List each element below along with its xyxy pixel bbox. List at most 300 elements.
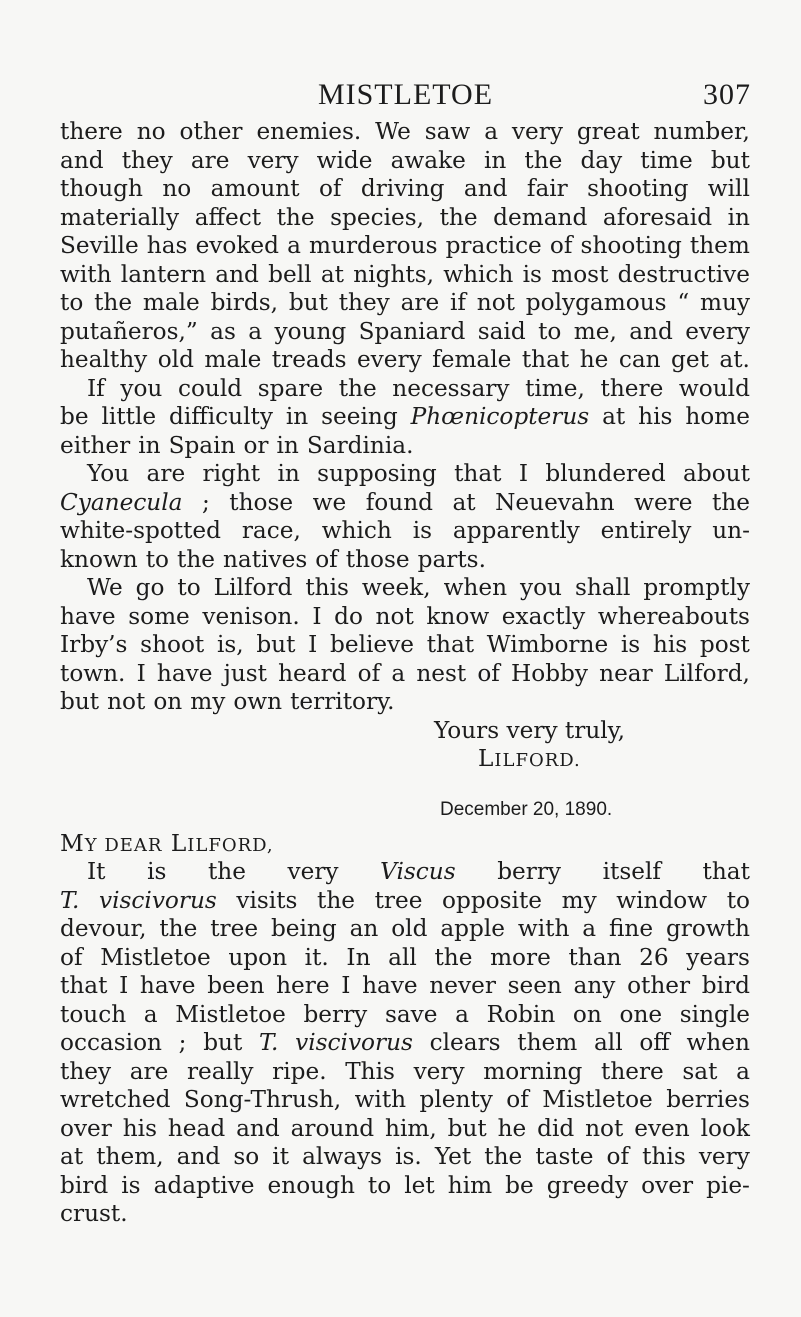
word: bell — [268, 260, 312, 288]
word: young — [274, 317, 347, 345]
word: of — [318, 175, 342, 202]
word: them — [689, 232, 750, 259]
word: nest — [416, 659, 467, 687]
word: at — [602, 403, 626, 430]
word: necessary — [392, 374, 510, 402]
word: of — [357, 659, 381, 687]
word: the — [484, 1143, 523, 1170]
word: a — [391, 659, 406, 687]
word: but — [288, 289, 328, 316]
word: enough — [267, 1171, 355, 1199]
word: viscivorus — [295, 1029, 413, 1056]
word: window — [616, 886, 708, 914]
text-line — [60, 1200, 750, 1229]
text-line — [60, 1029, 750, 1058]
word: if — [449, 289, 466, 316]
word: in — [138, 431, 161, 459]
word: it. — [304, 943, 329, 971]
text-line — [60, 432, 750, 461]
text-line — [60, 1143, 750, 1172]
body-text — [60, 118, 750, 1229]
text-line — [60, 232, 750, 261]
text-line — [60, 631, 750, 660]
word: white-spotted — [60, 517, 221, 544]
word: You — [87, 460, 130, 487]
text-line — [60, 915, 750, 944]
word: spare — [257, 374, 324, 402]
salutation-rest-1: Y DEAR — [84, 834, 163, 856]
word: destructive — [617, 260, 750, 288]
word: murderous — [309, 232, 438, 259]
text-line — [60, 887, 750, 916]
word: his — [652, 631, 688, 658]
word: the — [94, 289, 133, 316]
running-title: MISTLETOE — [317, 78, 494, 111]
word: some — [128, 602, 190, 630]
word: though — [60, 175, 143, 202]
text-line — [60, 688, 750, 717]
word: is — [121, 1171, 141, 1199]
word: a — [484, 118, 499, 145]
word: know — [426, 602, 490, 630]
word: greedy — [546, 1171, 629, 1199]
word: healthy — [60, 346, 148, 373]
word: them — [517, 1029, 578, 1056]
word: Spaniard — [358, 317, 466, 345]
word: Lilford, — [663, 659, 750, 687]
word: evoked — [195, 232, 279, 259]
word: a — [582, 915, 597, 942]
word: polygamous — [525, 289, 667, 316]
word: parts. — [417, 545, 486, 573]
word: this — [642, 1143, 686, 1170]
word: opposite — [442, 886, 542, 914]
word: pie- — [706, 1171, 750, 1199]
word: ripe. — [272, 1057, 327, 1085]
word: could — [177, 374, 243, 402]
word: shooting — [580, 232, 682, 259]
text-line — [60, 1172, 750, 1201]
word: believe — [330, 631, 414, 658]
word: own — [233, 688, 283, 715]
word: awake — [390, 146, 466, 174]
word: birds, — [210, 289, 279, 316]
word: bird — [60, 1171, 109, 1199]
word: are — [146, 460, 186, 487]
word: ; — [178, 1029, 187, 1056]
word: very — [698, 1143, 750, 1170]
word: look — [700, 1114, 750, 1142]
word: on — [153, 688, 183, 715]
word: wretched — [60, 1086, 171, 1113]
word: and — [60, 146, 104, 174]
word: off — [639, 1029, 670, 1056]
word: wide — [316, 146, 373, 174]
word: a — [455, 1000, 469, 1028]
word: very — [247, 146, 299, 174]
text-line — [60, 318, 750, 347]
word: he — [579, 346, 609, 373]
word: visits — [236, 886, 298, 914]
word: Mistletoe — [100, 943, 211, 971]
word: If — [87, 374, 105, 402]
salutation-initial-1: M — [60, 829, 85, 857]
word: with — [60, 260, 112, 288]
word: around — [290, 1114, 375, 1142]
word: berry — [497, 858, 562, 885]
word: to — [60, 289, 84, 316]
word: exactly — [501, 602, 586, 630]
word: in — [727, 203, 750, 231]
word: old — [391, 915, 428, 942]
word: sat — [682, 1057, 718, 1085]
word: have — [60, 602, 116, 630]
word: a — [287, 232, 301, 259]
word: which — [321, 517, 392, 544]
text-line — [60, 346, 750, 375]
word: other — [179, 118, 243, 145]
word: Spain — [168, 431, 236, 459]
word: of — [60, 943, 83, 971]
word: they — [60, 1057, 112, 1085]
word: or — [243, 431, 269, 459]
text-line — [60, 403, 750, 432]
word: there — [600, 374, 664, 402]
word: male — [142, 289, 200, 316]
word: are — [129, 1057, 169, 1085]
word: muy — [699, 289, 750, 316]
word: adaptive — [153, 1171, 255, 1199]
word: Song-Thrush, — [183, 1086, 342, 1113]
word: Sardinia. — [306, 431, 414, 459]
word: time — [640, 146, 693, 174]
word: species, — [330, 203, 425, 231]
word: be — [505, 1171, 534, 1199]
word: here — [276, 972, 330, 999]
letter-salutation — [60, 830, 750, 859]
word: driving — [360, 175, 445, 202]
word: that — [702, 858, 750, 885]
word: my — [561, 886, 597, 914]
text-line — [60, 375, 750, 404]
word: supposing — [317, 460, 437, 487]
word: any — [573, 972, 616, 999]
word: very — [413, 1057, 465, 1085]
word: occasion — [60, 1029, 162, 1056]
word: natives — [223, 545, 308, 573]
word: whereabouts — [597, 602, 750, 630]
word: he — [497, 1114, 527, 1142]
word: him — [447, 1171, 493, 1199]
word: shooting — [587, 175, 689, 202]
word: at — [60, 1143, 84, 1170]
word: is, — [216, 631, 244, 658]
word: known — [60, 545, 138, 573]
word: very — [287, 858, 339, 885]
word: and — [236, 1114, 280, 1142]
word: do — [334, 602, 363, 630]
word: never — [429, 972, 496, 999]
word: that — [454, 460, 502, 487]
word: Neuevahn — [495, 488, 615, 516]
word: aforesaid — [602, 203, 713, 231]
word: berries — [666, 1086, 750, 1113]
word: Seville — [60, 232, 139, 259]
text-line — [60, 118, 750, 147]
word: the — [177, 545, 215, 573]
text-line — [60, 1115, 750, 1144]
word: affect — [194, 203, 262, 231]
text-line — [60, 289, 750, 318]
word: very — [511, 118, 563, 145]
word: touch — [60, 1000, 127, 1028]
word: apple — [440, 915, 505, 942]
word: and — [215, 260, 259, 288]
word: not — [585, 1114, 624, 1142]
word: tree — [210, 915, 259, 942]
word: when — [443, 574, 508, 601]
word: over — [60, 1114, 112, 1142]
text-line — [60, 175, 750, 204]
text-line — [60, 489, 750, 518]
word: upon — [228, 943, 288, 971]
letter-2-body — [60, 858, 750, 1229]
word: is — [147, 858, 167, 885]
word: right — [202, 460, 261, 487]
word: every — [356, 346, 422, 373]
word: T. — [259, 1029, 279, 1056]
word: either — [60, 431, 131, 459]
word: Irby’s — [60, 631, 128, 658]
word: to — [177, 574, 201, 601]
word: Phœnicopterus — [410, 403, 590, 430]
word: of — [606, 1143, 630, 1170]
word: but — [60, 688, 100, 715]
word: the — [276, 203, 315, 231]
word: every — [685, 317, 750, 345]
word: in — [483, 146, 507, 174]
signature-rest: ILFORD. — [494, 750, 581, 771]
word: taste — [535, 1143, 594, 1170]
word: go — [135, 574, 165, 601]
word: to — [145, 545, 170, 573]
word: of — [477, 659, 500, 687]
word: at — [452, 488, 476, 516]
word: old — [157, 346, 194, 373]
word: shall — [574, 574, 631, 601]
word: ; — [201, 488, 210, 516]
text-line — [60, 147, 750, 176]
word: Robin — [486, 1000, 556, 1028]
word: when — [686, 1029, 750, 1056]
word: practice — [445, 232, 542, 259]
word: venison. — [202, 602, 300, 630]
word: of — [315, 545, 338, 573]
signature-initial: L — [478, 745, 495, 772]
word: a — [143, 1000, 158, 1028]
word: but — [256, 631, 296, 658]
word: with — [354, 1086, 407, 1113]
word: demand — [493, 203, 588, 231]
word: near — [599, 659, 653, 687]
word: devour, — [60, 915, 147, 942]
word: I — [119, 972, 129, 999]
word: be — [60, 403, 89, 430]
word: at — [320, 260, 344, 288]
word: clears — [429, 1029, 501, 1056]
word: you — [120, 374, 163, 402]
word: me, — [573, 317, 617, 345]
text-line — [60, 204, 750, 233]
page-header — [60, 78, 751, 112]
word: my — [190, 688, 226, 715]
word: is. — [395, 1143, 422, 1170]
word: seen — [507, 972, 562, 999]
word: and — [463, 175, 508, 202]
word: We — [375, 118, 411, 145]
word: promptly — [643, 574, 750, 601]
word: single — [679, 1000, 750, 1028]
text-line — [60, 574, 750, 603]
salutation-rest-2: ILFORD, — [187, 834, 274, 856]
word: This — [345, 1057, 395, 1085]
word: a — [248, 317, 263, 345]
word: crust. — [60, 1200, 128, 1227]
word: all — [388, 943, 417, 971]
word: tree — [374, 886, 423, 914]
word: those — [229, 488, 294, 516]
word: entirely — [600, 517, 692, 544]
word: the — [207, 858, 246, 885]
word: a — [736, 1057, 750, 1085]
word: no — [136, 118, 166, 145]
word: Lilford — [213, 574, 293, 601]
word: they — [338, 289, 390, 316]
word: male — [204, 346, 262, 373]
word: home — [685, 403, 750, 430]
word: post — [699, 631, 750, 658]
word: is — [620, 631, 641, 658]
word: I — [312, 602, 322, 630]
word: We — [87, 574, 123, 601]
word: years — [686, 943, 750, 971]
word: materially — [60, 203, 180, 231]
word: Cyanecula — [60, 488, 183, 516]
word: not — [476, 289, 515, 316]
word: the — [712, 488, 750, 516]
word: I — [341, 972, 351, 999]
word: them, — [96, 1143, 164, 1170]
word: this — [305, 574, 349, 601]
word: is — [412, 517, 433, 544]
word: really — [186, 1057, 254, 1085]
letter-closing: Yours very truly, — [434, 716, 626, 744]
word: I — [308, 631, 318, 658]
word: treads — [271, 346, 347, 373]
word: Wimborne — [486, 631, 609, 658]
word: other — [627, 972, 691, 999]
text-line — [60, 1058, 750, 1087]
word: I — [136, 659, 146, 687]
word: we — [312, 488, 347, 516]
text-line — [60, 1086, 750, 1115]
word: to — [538, 317, 562, 345]
word: territory. — [290, 688, 395, 715]
word: it — [272, 1143, 290, 1170]
word: an — [349, 915, 379, 942]
word: with — [517, 915, 570, 942]
word: can — [618, 346, 661, 373]
word: have — [362, 972, 418, 999]
word: were — [634, 488, 693, 516]
word: so — [233, 1143, 260, 1170]
word: town. — [60, 659, 126, 687]
word: day — [580, 146, 623, 174]
word: has — [146, 232, 188, 259]
word: lantern — [120, 260, 207, 288]
word: growth — [665, 915, 750, 942]
word: heard — [278, 659, 347, 687]
word: “ — [677, 289, 690, 316]
word: of — [549, 232, 573, 259]
word: one — [619, 1000, 663, 1028]
text-line — [60, 460, 750, 489]
word: bird — [701, 972, 750, 999]
word: T. — [60, 886, 80, 914]
word: even — [634, 1114, 690, 1142]
word: to — [726, 886, 750, 914]
word: little — [101, 403, 157, 430]
word: have — [139, 972, 196, 999]
letter-signature — [60, 745, 750, 774]
word: saw — [424, 118, 471, 145]
word: which — [443, 260, 514, 288]
word: all — [593, 1029, 623, 1056]
word: said — [477, 317, 526, 345]
word: would — [678, 374, 750, 402]
word: are — [400, 289, 440, 316]
word: and — [629, 317, 673, 345]
word: difficulty — [169, 403, 273, 430]
word: the — [434, 943, 473, 971]
word: the — [338, 374, 377, 402]
word: the — [439, 203, 478, 231]
word: been — [207, 972, 265, 999]
word: at. — [719, 346, 750, 373]
word: just — [223, 659, 267, 687]
word: in — [285, 403, 309, 430]
word: number, — [653, 118, 750, 145]
word: berry — [303, 1000, 368, 1028]
word: time, — [525, 374, 585, 402]
salutation-initial-2: L — [170, 829, 188, 857]
word: viscivorus — [99, 886, 217, 914]
word: that — [60, 972, 108, 999]
word: over — [641, 1171, 694, 1199]
word: get — [671, 346, 709, 373]
word: to — [367, 1171, 392, 1199]
word: in — [276, 431, 299, 459]
word: not — [375, 602, 414, 630]
word: of — [506, 1086, 529, 1113]
word: putañeros,” — [60, 317, 198, 345]
word: but — [203, 1029, 243, 1056]
word: female — [432, 346, 512, 373]
word: I — [518, 460, 529, 487]
word: amount — [210, 175, 300, 202]
text-line — [60, 546, 750, 575]
word: about — [683, 460, 750, 487]
